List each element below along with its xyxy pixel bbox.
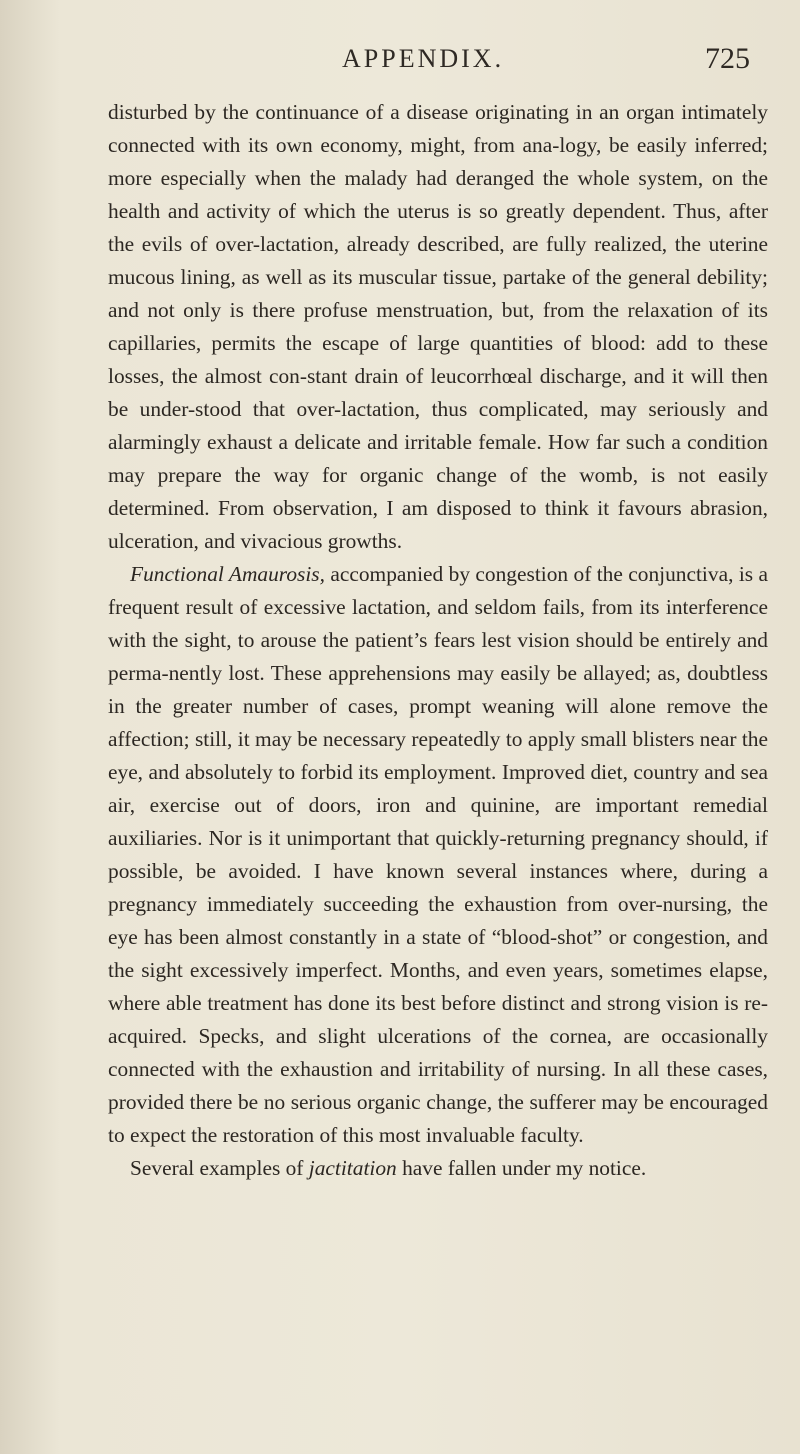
page-number: 725 <box>705 42 750 75</box>
paragraph-1 <box>108 96 768 558</box>
paragraph-3 <box>108 1152 768 1185</box>
running-head: APPENDIX. <box>342 44 505 73</box>
page-header <box>110 44 750 80</box>
text-segment: disturbed by the continuance of a disease originating in an organ intimately connected with its own economy, might, from ana-logy, be easily inferred; more especially when the malady had deranged the whole system, on the health and activity of which the uterus is so greatly dependent. Thus, after the evils of over-lactation, already described, are fully realized, the uterine mucous lining, as well as its muscular tissue, partake of the general debility; and not only is there profuse menstruation, but, from the relaxation of its capillaries, permits the escape of large quantities of blood: add to these losses, the almost con-stant drain of leucorrhœal discharge, and it will then be under-stood that over-lactation, thus complicated, may seriously and alarmingly exhaust a delicate and irritable female. How far such a condition may prepare the way for organic change of the womb, is not easily determined. From observation, I am disposed to think it favours abrasion, ulceration, and vivacious growths. <box>108 100 768 553</box>
italic-term-jactitation: jactitation <box>308 1156 397 1180</box>
section-heading-functional-amaurosis: Functional Amaurosis, <box>130 562 325 586</box>
text-segment: accompanied by congestion of the conjunctiva, is a frequent result of excessive lactation, and seldom fails, from its interference with the sight, to arouse the patient’s fears lest vision should be entirely and perma-nently lost. These apprehensions may easily be allayed; as, doubtless in the greater number of cases, prompt weaning will alone remove the affection; still, it may be necessary repeatedly to apply small blisters near the eye, and absolutely to forbid its employment. Improved diet, country and sea air, exercise out of doors, iron and quinine, are important remedial auxiliaries. Nor is it unimportant that quickly-returning pregnancy should, if possible, be avoided. I have known several instances where, during a pregnancy immediately succeeding the exhaustion from over-nursing, the eye has been almost constantly in a state of “blood-shot” or congestion, and the sight excessively imperfect. Months, and even years, sometimes elapse, where able treatment has done its best before distinct and strong vision is re-acquired. Specks, and slight ulcerations of the cornea, are occasionally connected with the exhaustion and irritability of nursing. In all these cases, provided there be no serious organic change, the sufferer may be encouraged to expect the restoration of this most invaluable faculty. <box>108 562 768 1147</box>
body-text <box>108 96 768 1185</box>
text-segment: have fallen under my notice. <box>396 1156 647 1180</box>
text-segment: Several examples of <box>130 1156 309 1180</box>
paragraph-2 <box>108 558 768 1152</box>
